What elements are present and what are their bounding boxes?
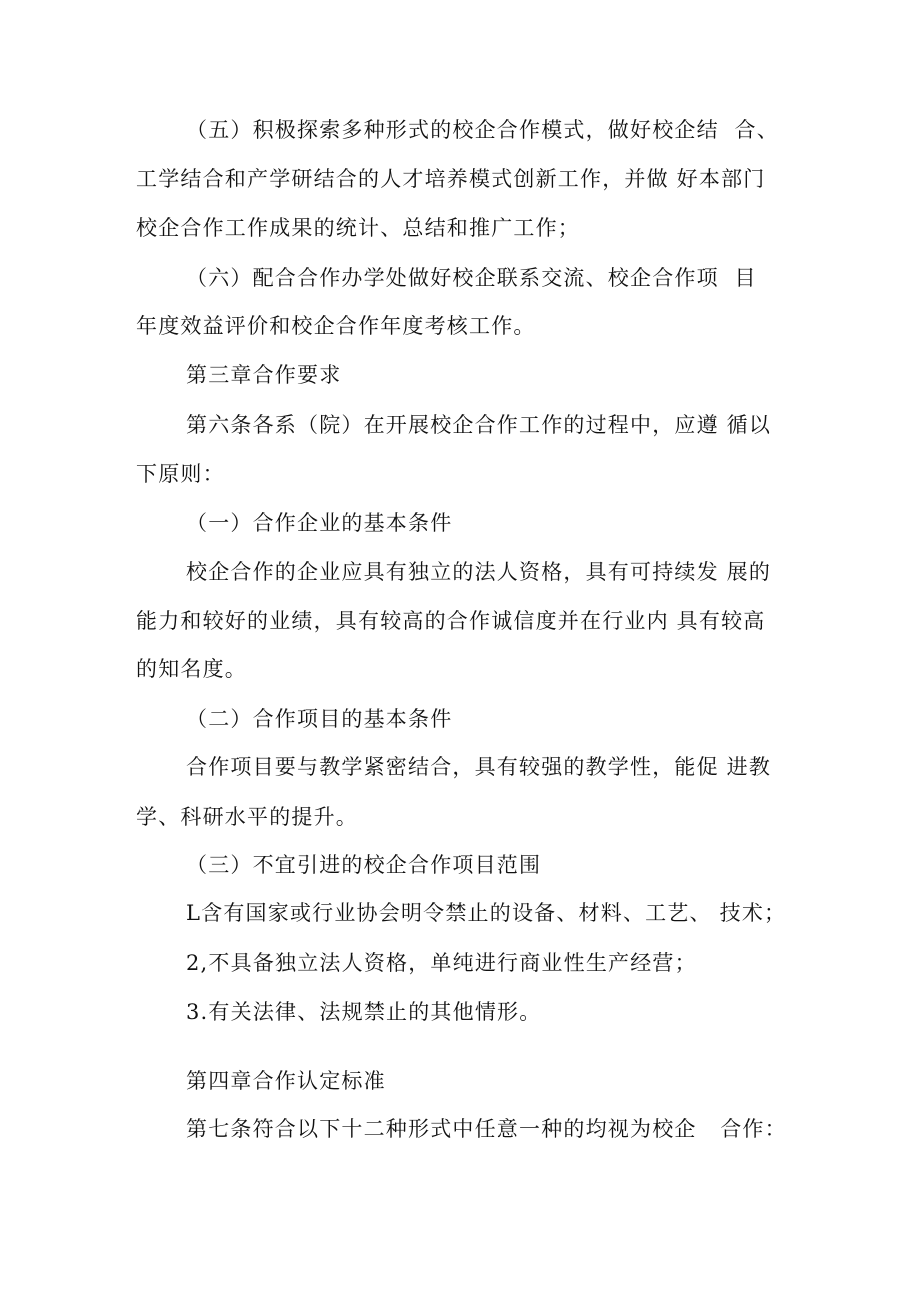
paragraph-line: 工学结合和产学研结合的人才培养模式创新工作，并做 好本部门 (136, 167, 766, 191)
paragraph-line: 下原则： (136, 462, 225, 486)
list-item: 2,不具备独立法人资格，单纯进行商业性生产经营； (186, 951, 697, 975)
paragraph-line: 校企合作的企业应具有独立的法人资格，具有可持续发 展的 (186, 560, 772, 584)
list-item: L含有国家或行业协会明令禁止的设备、材料、工艺、 技术； (186, 901, 787, 925)
paragraph-line: 年度效益评价和校企合作年度考核工作。 (136, 314, 536, 338)
paragraph-line: （六）配合合作办学处做好校企联系交流、校企合作项 目 (186, 266, 757, 290)
paragraph-line: 能力和较好的业绩，具有较高的合作诚信度并在行业内 具有较高 (136, 609, 766, 633)
paragraph-line: 合作项目要与教学紧密结合，具有较强的教学性，能促 进教 (186, 755, 772, 779)
paragraph-line: （五）积极探索多种形式的校企合作模式，做好校企结 合、 (186, 118, 779, 142)
list-item: 3.有关法律、法规禁止的其他情形。 (186, 1000, 542, 1024)
section-heading: （二）合作项目的基本条件 (186, 707, 453, 731)
paragraph-line: 第六条各系（院）在开展校企合作工作的过程中，应遵 循以 (186, 413, 772, 437)
chapter-heading: 第三章合作要求 (186, 363, 342, 387)
paragraph-line: 校企合作工作成果的统计、总结和推广工作； (136, 216, 580, 240)
paragraph-line: 第七条符合以下十二种形式中任意一种的均视为校企 合作： (186, 1117, 787, 1141)
section-heading: （三）不宜引进的校企合作项目范围 (186, 853, 542, 877)
paragraph-line: 的知名度。 (136, 657, 247, 681)
section-heading: （一）合作企业的基本条件 (186, 511, 453, 535)
paragraph-line: 学、科研水平的提升。 (136, 805, 358, 829)
chapter-heading: 第四章合作认定标准 (186, 1069, 386, 1093)
